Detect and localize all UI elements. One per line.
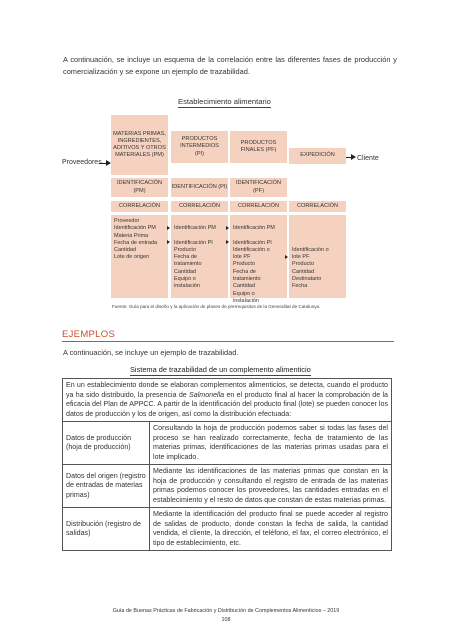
- corr-item: [292, 233, 343, 240]
- arrow-right-icon: [226, 240, 229, 244]
- corr-item: [292, 218, 343, 225]
- row-label: Datos del origen (registro de entradas de materias primas): [63, 465, 150, 508]
- box-ident-pi: IDENTIFICACIÓN (PI): [171, 178, 228, 197]
- corr-item: Identificación PM: [174, 225, 216, 231]
- corr-header-4: CORRELACIÓN: [289, 201, 346, 212]
- corr-item: Fecha de entrada: [114, 239, 158, 246]
- corr-item: [292, 225, 343, 232]
- corr-col-4: [289, 215, 346, 298]
- corr-item: Cantidad: [292, 268, 315, 275]
- page-number: 108: [221, 617, 231, 623]
- corr-item: tratamiento: [174, 261, 202, 268]
- corr-item: Cantidad: [233, 283, 256, 290]
- intro-paragraph: A continuación, se incluye un esquema de la correlación entre las diferentes fases de producción y comercialización y se expone un ejemplo de trazabilidad.: [63, 55, 397, 76]
- corr-item: Fecha de: [174, 254, 197, 261]
- corr-header-1: CORRELACIÓN: [111, 201, 168, 212]
- corr-item: Cantidad: [114, 247, 137, 254]
- corr-item: lote PF: [292, 254, 310, 261]
- box-ident-pm: IDENTIFICACIÓN (PM): [111, 178, 168, 197]
- table-row: [63, 465, 392, 508]
- corr-item: [174, 232, 225, 239]
- corr-header-3: CORRELACIÓN: [230, 201, 287, 212]
- corr-col-1: [111, 215, 168, 298]
- corr-header-2: CORRELACIÓN: [171, 201, 228, 212]
- corr-item: Materia Prima: [114, 232, 149, 239]
- heading-rule: [62, 341, 394, 342]
- arrow-right-icon: [285, 255, 288, 259]
- box-expedicion: EXPEDICIÓN: [289, 148, 346, 164]
- page-footer: Guía de Buenas Prácticas de Fabricación y Distribución de Complementos Alimenticios – 2019: [112, 608, 340, 614]
- box-productos-intermedios: PRODUCTOS INTERMEDIOS (PI): [171, 131, 228, 163]
- corr-item: Lote de origen: [114, 254, 150, 261]
- corr-item: Identificación PM: [233, 225, 275, 231]
- row-text: Consultando la hoja de producción podemos saber si todas las fases del proceso se han realizado correctamente, fecha de tratamiento de las materias primas, identificaciones de las materias primas usadas para el lote implicado.: [150, 422, 392, 465]
- corr-item: Identificación PM: [114, 225, 156, 232]
- corr-item: Fecha: [292, 283, 308, 290]
- table-title: Sistema de trazabilidad de un complemento alimenticio: [130, 365, 311, 374]
- proveedores-label: Proveedores: [62, 159, 102, 166]
- row-text: Mediante las identificaciones de las materias primas que constan en la hoja de producción y consultando el registro de entrada de las materias primas podemos conocer los proveedores, las cantidades entradas en el establecimiento y el resto de datos que constan de estas materias primas.: [150, 465, 392, 508]
- corr-item: Identificación o: [292, 246, 329, 253]
- diagram-title: Establecimiento alimentario: [178, 97, 271, 106]
- corr-item: Equipo o: [174, 276, 196, 283]
- corr-item: Identificación PI: [174, 239, 213, 246]
- corr-item: Producto: [233, 261, 256, 268]
- row-label: Distribución (registro de salidas): [63, 508, 150, 551]
- table-row: [63, 379, 392, 422]
- box-materias-primas: MATERIAS PRIMAS, INGREDIENTES, ADITIVOS Y OTROS MATERIALES (PM): [111, 115, 168, 175]
- corr-item: tratamiento: [233, 276, 261, 283]
- arrow-line: [99, 163, 106, 164]
- arrow-right-icon: [351, 154, 356, 160]
- cliente-label: Cliente: [357, 155, 379, 162]
- row-text: Mediante la identificación del producto final se puede acceder al registro de salidas de producto, donde constan la fecha de salida, la cantidad vendida, el cliente, la dirección, el teléfono, el fax, el correo electrónico, el tipo de establecimiento, etc.: [150, 508, 392, 551]
- table-row: [63, 422, 392, 465]
- box-ident-pf: IDENTIFICACIÓN (PF): [230, 178, 287, 197]
- corr-item: Identificación o: [233, 246, 270, 253]
- corr-item: Producto: [292, 261, 315, 268]
- arrow-right-icon: [167, 240, 170, 244]
- lead-text: En un establecimiento donde se elaboran complementos alimenticios, se detecta, cuando el producto ya ha sido distribuido, la presencia de: [66, 381, 388, 399]
- row-label: Datos de producción (hoja de producción): [63, 422, 150, 465]
- corr-item: instalación: [233, 297, 259, 304]
- corr-item: Equipo o: [233, 290, 255, 297]
- table-row: [63, 508, 392, 551]
- table-lead-cell: [63, 379, 392, 422]
- lead-italic: Salmonella: [189, 390, 225, 399]
- traceability-table: [62, 378, 392, 551]
- corr-item: Cantidad: [174, 268, 197, 275]
- corr-item: Fecha de: [233, 268, 256, 275]
- lead-text: en el producto final al hacer la comprobación de la eficacia del Plan de APPCC. A partir de la identificación del producto final (lote) se pueden conocer los datos de producción y los de origen, así como la distribución efectuada:: [66, 390, 389, 418]
- corr-col-3: [230, 215, 287, 304]
- corr-col-2: [171, 215, 228, 298]
- corr-item: Producto: [174, 246, 197, 253]
- box-productos-finales: PRODUCTOS FINALES (PF): [230, 131, 287, 163]
- corr-item: [233, 232, 284, 239]
- diagram-source: Fuente: Guía para el diseño y la aplicación de planes de prerrequisitos de la Generalitat de Catalunya.: [112, 304, 321, 309]
- corr-item: instalación: [174, 283, 200, 290]
- arrow-right-icon: [226, 226, 229, 230]
- corr-item: Destinatario: [292, 276, 322, 283]
- corr-item: lote PF: [233, 254, 251, 261]
- corr-item: Proveedor: [114, 218, 140, 224]
- examples-intro: A continuación, se incluye un ejemplo de trazabilidad.: [63, 348, 239, 357]
- arrow-right-icon: [167, 226, 170, 230]
- corr-item: Identificación PI: [233, 239, 272, 246]
- section-heading-ejemplos: EJEMPLOS: [62, 329, 116, 340]
- arrow-right-icon: [106, 160, 111, 166]
